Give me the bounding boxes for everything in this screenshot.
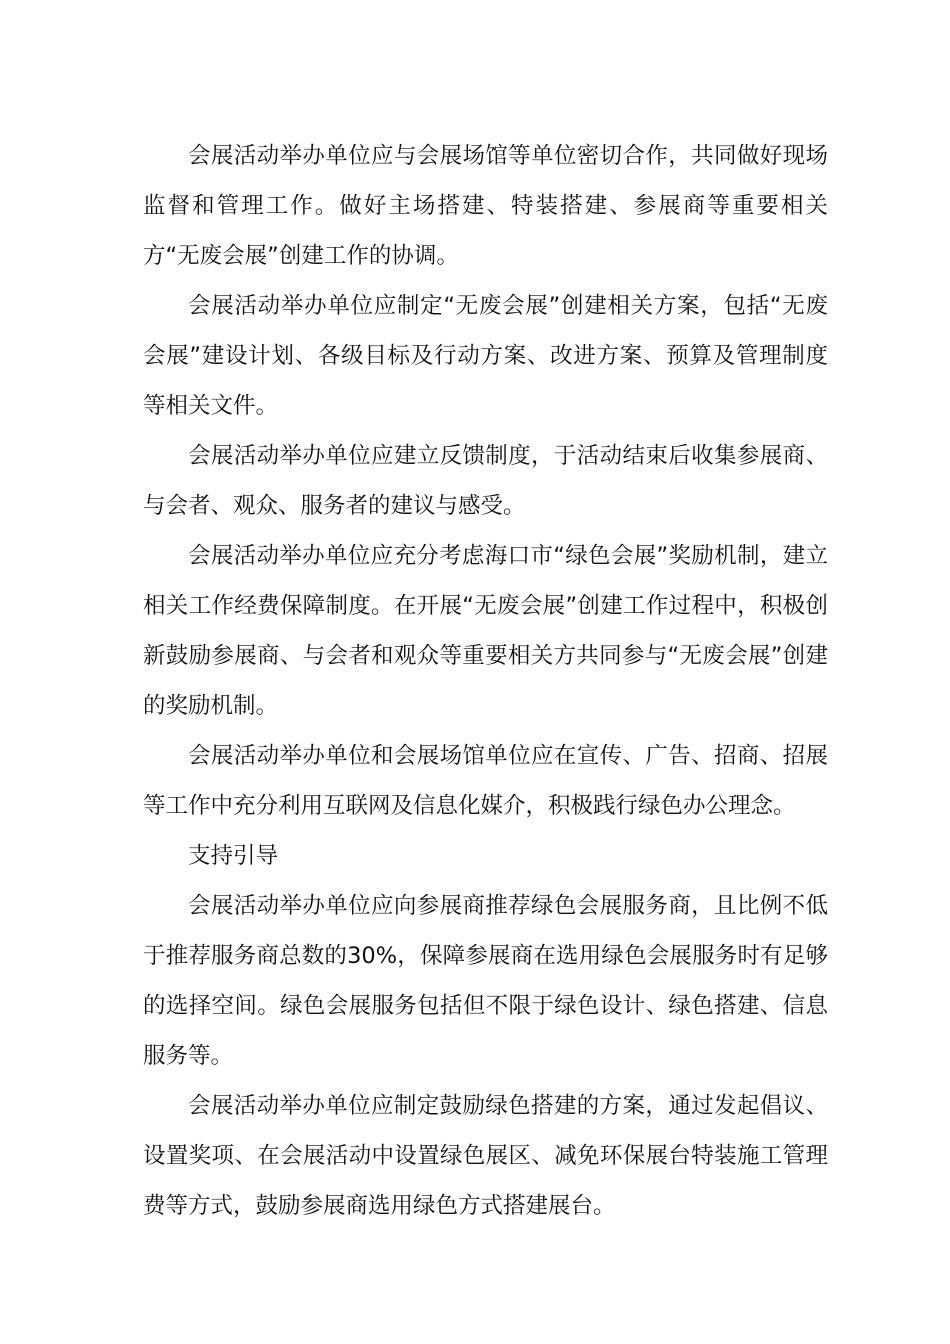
paragraph-green-service: 会展活动举办单位应向参展商推荐绿色会展服务商，且比例不低于推荐服务商总数的30%，保障参展商在选用绿色会展服务时有足够的选择空间。绿色会展服务包括但不限于绿色设计、绿色搭建、信息服务等。 — [143, 893, 828, 1069]
section-heading-support: 支持引导 — [188, 843, 279, 869]
paragraph-green-office: 会展活动举办单位和会展场馆单位应在宣传、广告、招商、招展等工作中充分利用互联网及信息化媒介，积极践行绿色办公理念。 — [143, 743, 828, 819]
paragraph-cooperation: 会展活动举办单位应与会展场馆等单位密切合作，共同做好现场监督和管理工作。做好主场搭建、特装搭建、参展商等重要相关方“无废会展”创建工作的协调。 — [143, 143, 828, 269]
document-body — [143, 131, 828, 1231]
paragraph-incentive: 会展活动举办单位应充分考虑海口市“绿色会展”奖励机制，建立相关工作经费保障制度。在开展“无废会展”创建工作过程中，积极创新鼓励参展商、与会者和观众等重要相关方共同参与“无废会展”创建的奖励机制。 — [143, 543, 828, 719]
paragraph-green-construction: 会展活动举办单位应制定鼓励绿色搭建的方案，通过发起倡议、设置奖项、在会展活动中设置绿色展区、减免环保展台特装施工管理费等方式，鼓励参展商选用绿色方式搭建展台。 — [143, 1093, 828, 1219]
paragraph-feedback: 会展活动举办单位应建立反馈制度，于活动结束后收集参展商、与会者、观众、服务者的建议与感受。 — [143, 443, 828, 519]
paragraph-plan: 会展活动举办单位应制定“无废会展”创建相关方案，包括“无废会展”建设计划、各级目标及行动方案、改进方案、预算及管理制度等相关文件。 — [143, 293, 828, 419]
